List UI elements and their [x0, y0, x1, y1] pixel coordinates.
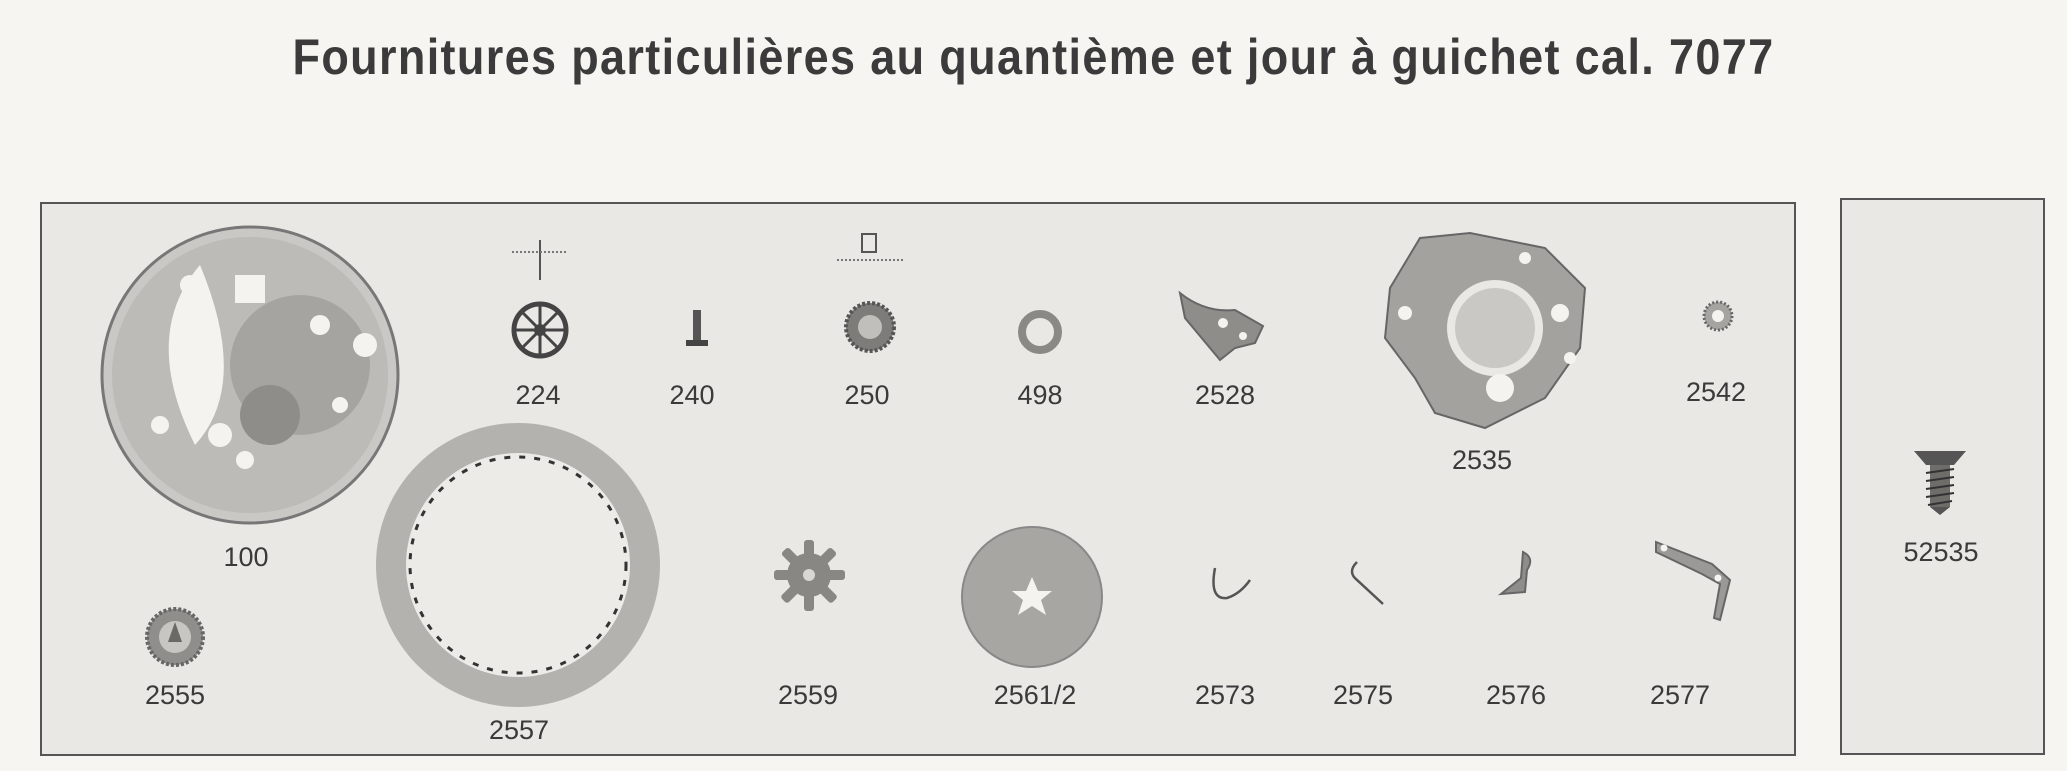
- wheel-icon: [500, 238, 580, 358]
- bridge-plate-icon: [1375, 228, 1595, 433]
- part-number: 2559: [777, 680, 839, 710]
- part-number: 498: [1017, 380, 1063, 410]
- spring-icon: [1205, 560, 1255, 605]
- jumper-icon: [1495, 548, 1545, 603]
- screw-icon: [1910, 447, 1970, 517]
- day-disc-icon: [960, 525, 1105, 670]
- part-number: 2573: [1194, 680, 1256, 710]
- part-number: 2577: [1649, 680, 1711, 710]
- part-number: 224: [515, 380, 561, 410]
- spring-icon: [1345, 558, 1390, 608]
- small-gear-icon: [1700, 298, 1736, 334]
- gear-icon: [835, 232, 905, 352]
- part-number: 2576: [1485, 680, 1547, 710]
- screw-icon: [682, 308, 712, 353]
- part-number: 240: [669, 380, 715, 410]
- part-number: 2555: [144, 680, 206, 710]
- part-number: 2528: [1194, 380, 1256, 410]
- lever-icon: [1175, 288, 1270, 363]
- part-number: 2575: [1332, 680, 1394, 710]
- page-title: Fournitures particulières au quantième et jour à guichet cal. 7077: [292, 29, 1775, 85]
- date-ring-icon: [373, 420, 663, 710]
- ring-icon: [1018, 310, 1063, 355]
- part-number: 2561/2: [993, 680, 1077, 710]
- part-number: 100: [223, 542, 269, 572]
- date-wheel-icon: [142, 604, 208, 670]
- part-number: 2535: [1451, 445, 1513, 475]
- part-number: 250: [844, 380, 890, 410]
- lever-arm-icon: [1652, 538, 1737, 623]
- star-wheel-icon: [772, 538, 847, 613]
- part-number: 2557: [488, 715, 550, 745]
- part-number: 52535: [1903, 537, 1979, 567]
- movement-plate-icon: [100, 225, 410, 535]
- part-number: 2542: [1685, 377, 1747, 407]
